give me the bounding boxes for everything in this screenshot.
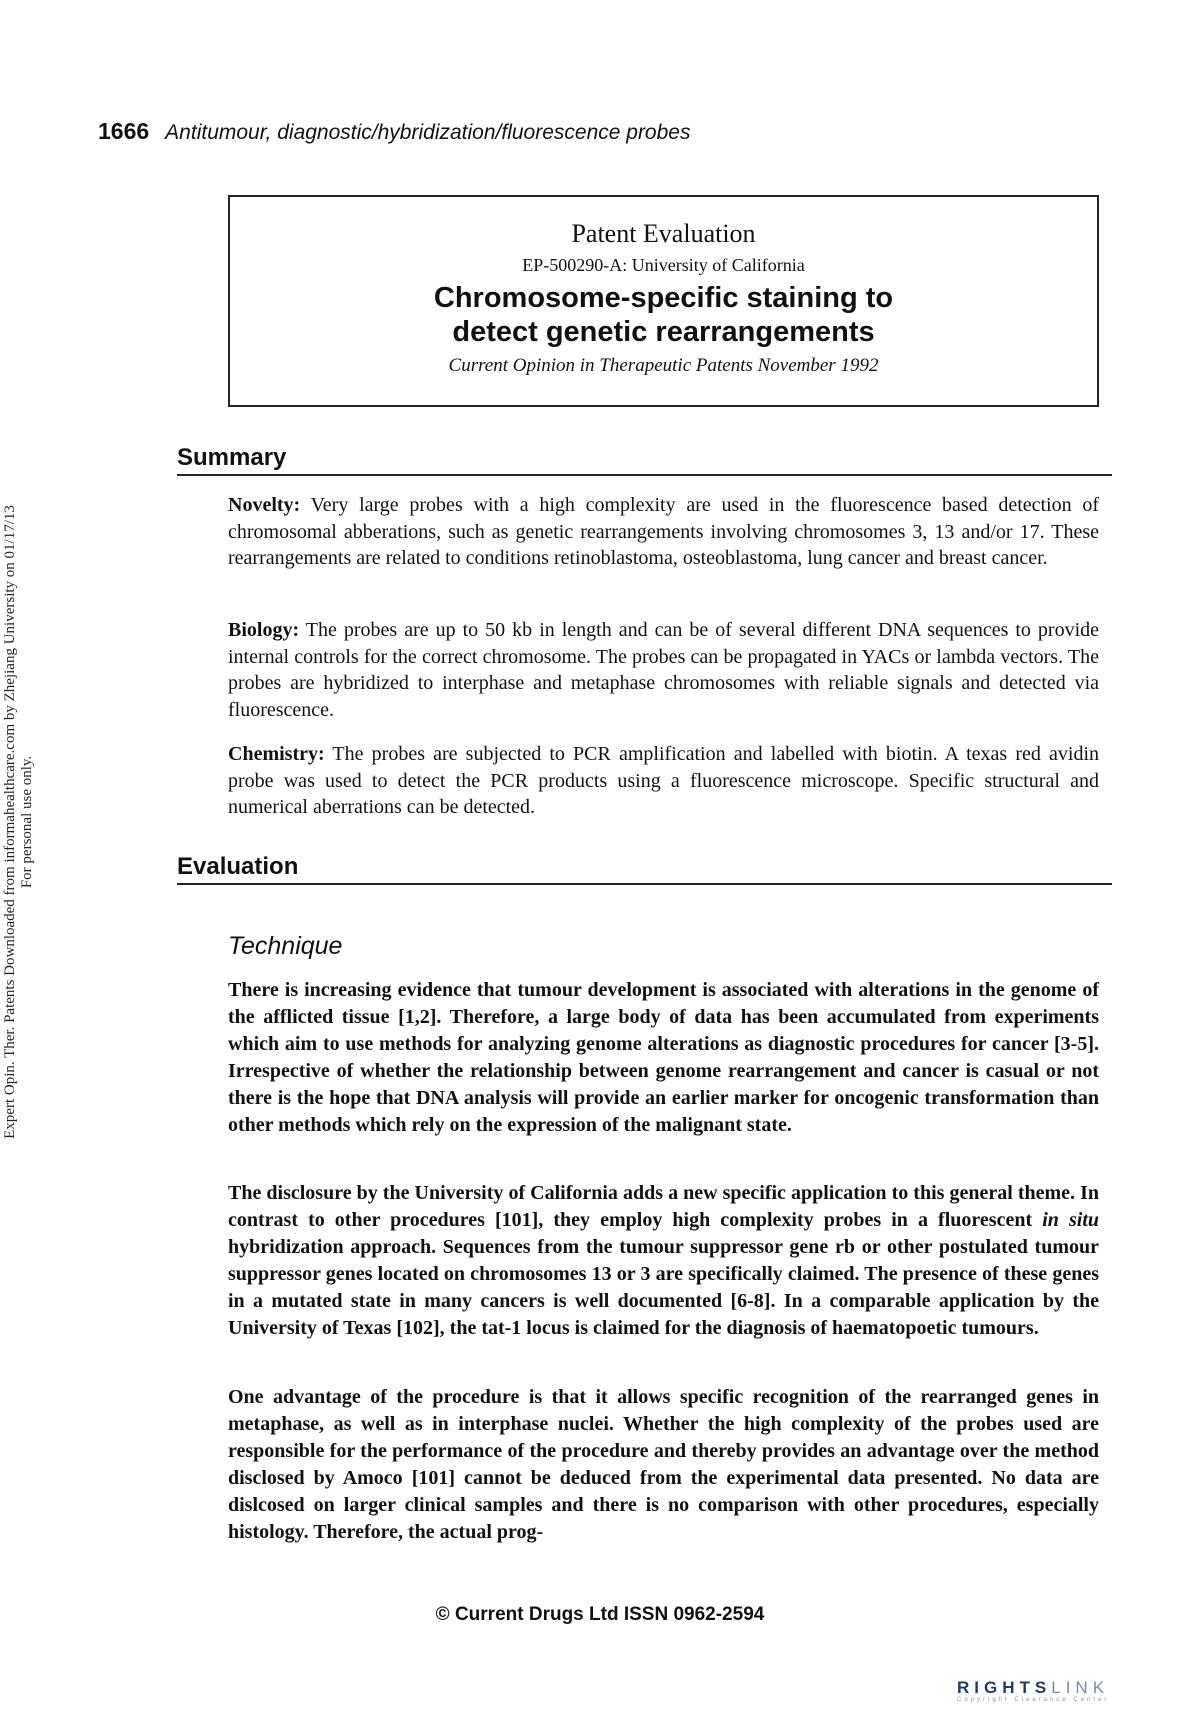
summary-heading: Summary: [177, 443, 1112, 476]
chemistry-label: Chemistry:: [228, 743, 325, 765]
page-number: 1666: [98, 118, 150, 144]
article-title-line-2: detect genetic rearrangements: [452, 316, 875, 348]
biology-paragraph: [228, 617, 1099, 723]
section-title: Antitumour, diagnostic/hybridization/fluorescence probes: [165, 121, 691, 144]
download-notice-line-2: For personal use only.: [19, 755, 35, 889]
paragraph-2-text-after: hybridization approach. Sequences from the tumour suppressor gene rb or other postulated tumour suppressor genes located on chromosomes 13 or 3 are specifically claimed. The presence of these genes in a mutated state in many cancers is well documented [6-8]. In a comparable application by the University of Texas [102], the tat-1 locus is claimed for the diagnosis of haematopoetic tumours.: [228, 1236, 1099, 1339]
evaluation-heading: Evaluation: [177, 852, 1112, 885]
novelty-text: Very large probes with a high complexity are used in the fluorescence based detection of chromosomal abberations, such as genetic rearrangements involving chromosomes 3, 13 and/or 17. These rearrangements are related to conditions retinoblastoma, osteoblastoma, lung cancer and breast cancer.: [228, 494, 1099, 569]
article-title-line-1: Chromosome-specific staining to: [433, 282, 894, 314]
patent-number: EP-500290-A: University of California: [522, 255, 805, 275]
journal-citation: Current Opinion in Therapeutic Patents November 1992: [448, 355, 879, 376]
patent-title-box: [228, 195, 1099, 407]
biology-text: The probes are up to 50 kb in length and can be of several different DNA sequences to provide internal controls for the correct chromosome. The probes can be propagated in YACs or lambda vectors. The probes are hybridized to interphase and metaphase chromosomes with reliable signals and detected via fluorescence.: [228, 619, 1100, 721]
running-head: [98, 118, 690, 145]
rightslink-logo[interactable]: [957, 1678, 1109, 1703]
chemistry-paragraph: [228, 741, 1099, 821]
copyright-footer: © Current Drugs Ltd ISSN 0962-2594: [435, 1604, 765, 1625]
evaluation-paragraph-2: [228, 1180, 1099, 1342]
evaluation-paragraph-1: There is increasing evidence that tumour development is associated with alterations in the genome of the afflicted tissue [1,2]. Therefore, a large body of data has been accumulated from experiments which aim to use methods for analyzing genome alterations as diagnostic procedures for cancer [3-5]. Irrespective of whether the relationship between genome rearrangement and cancer is casual or not there is the hope that DNA analysis will provide an earlier marker for oncogenic transformation than other methods which rely on the expression of the malignant state.: [228, 979, 1099, 1136]
biology-label: Biology:: [228, 619, 300, 641]
evaluation-paragraph-3: One advantage of the procedure is that it allows specific recognition of the rearranged genes in metaphase, as well as in interphase nuclei. Whether the high complexity of the probes used are responsible for the performance of the procedure and thereby provides an advantage over the method disclosed by Amoco [101] cannot be deduced from the experimental data presented. No data are dislcosed on larger clinical samples and there is no comparison with other procedures, especially histology. Therefore, the actual prog-: [228, 1386, 1099, 1543]
chemistry-text: The probes are subjected to PCR amplification and labelled with biotin. A texas red avidin probe was used to detect the PCR products using a fluorescence microscope. Specific structural and numerical aberrations can be detected.: [228, 743, 1099, 818]
download-notice-line-1: Expert Opin. Ther. Patents Downloaded from informahealthcare.com by Zhejiang University on 01/17/13: [2, 505, 18, 1139]
rightslink-logo-rights: RIGHTS: [957, 1678, 1052, 1697]
rightslink-logo-link: LINK: [1051, 1678, 1110, 1697]
technique-subheading: Technique: [228, 932, 343, 960]
in-situ-italic: in situ: [1042, 1209, 1100, 1231]
rightslink-tagline: Copyright Clearance Center: [957, 1697, 1110, 1703]
article-type-label: Patent Evaluation: [571, 219, 756, 248]
novelty-label: Novelty:: [228, 494, 301, 516]
article-title: [230, 281, 1097, 349]
paragraph-2-text-before: The disclosure by the University of California adds a new specific application to this general theme. In contrast to other procedures [101], they employ high complexity probes in a fluorescent: [228, 1182, 1099, 1231]
novelty-paragraph: [228, 492, 1099, 572]
